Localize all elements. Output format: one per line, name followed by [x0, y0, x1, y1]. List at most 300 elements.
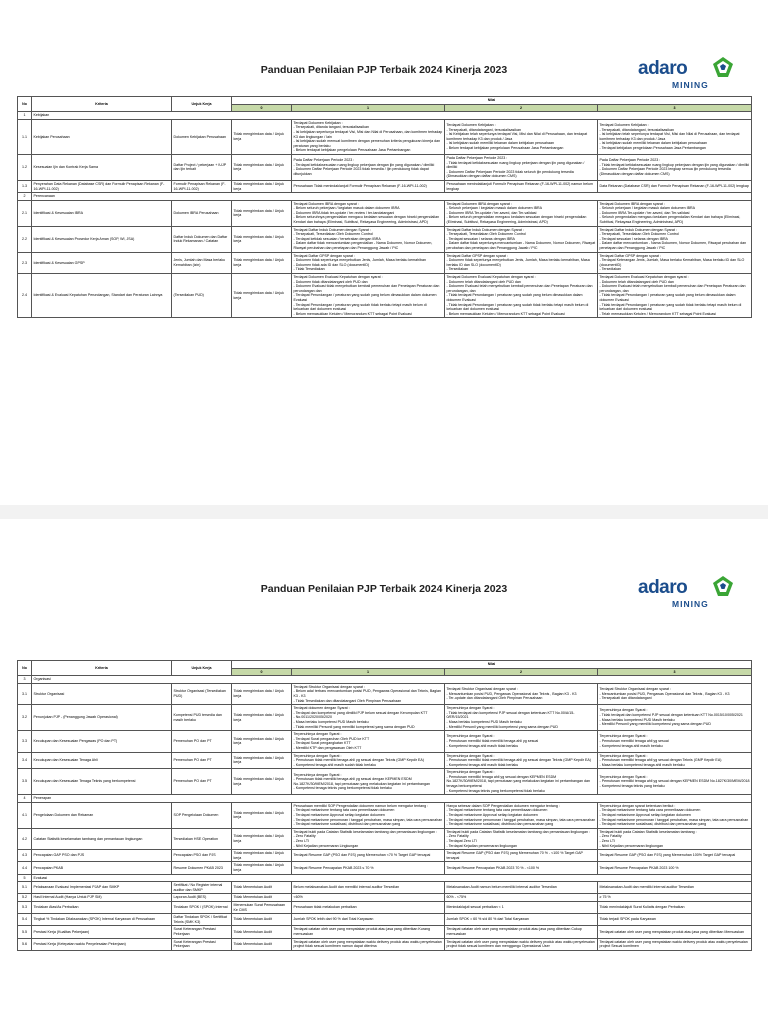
score-2-cell-text: Menindaklajuti sesuai perbaikan < 1 — [446, 905, 504, 910]
criteria-cell — [32, 252, 172, 273]
logo-mark-icon — [712, 56, 734, 78]
criteria-cell-text: Kebijakan Perusahaan — [33, 134, 70, 139]
score-3-cell-text: Terpenuhinya dengan Syarat : - Pemutusan memiliki tenaga ahli yg sesuai dengan KEPMEN ESDM No.1827K/30/MEM/2018 - Kompetensi tenaga teknis yang berlaku — [599, 774, 750, 789]
score-1-cell — [292, 252, 445, 273]
performance-cell-text: Daftar Induk Dokumen dan Daftar Induk Rekamanan / Catatan — [173, 234, 228, 244]
score-0-cell-text: Tidak mengirimkan data / Unjuk kerja — [233, 162, 284, 172]
table-row — [18, 914, 752, 926]
score-2-cell-text: 60% - <75% — [446, 895, 467, 900]
section-label: Kebijakan — [32, 112, 752, 120]
table-row — [18, 850, 752, 862]
score-0-cell-text: Tidak Menentukan Audit — [233, 895, 272, 900]
score-0-cell — [232, 828, 292, 849]
table-row — [18, 200, 752, 226]
criteria-cell — [32, 769, 172, 795]
performance-cell-text: Laporan Audit (BES) — [173, 895, 207, 900]
row-number-text: 4.1 — [22, 813, 27, 818]
header-score-2: 2 — [445, 668, 598, 676]
score-3-cell — [598, 154, 752, 180]
criteria-cell — [32, 731, 172, 752]
score-0-cell-text: Tidak mengirimkan data / Unjuk kerja — [233, 777, 284, 786]
table-row — [18, 180, 752, 192]
header-score-2: 2 — [445, 104, 598, 112]
assessment-table-page-2 — [17, 660, 752, 951]
performance-cell-text: Struktur Organisasi (Tersediakan PUD) — [173, 689, 226, 698]
score-3-cell — [598, 901, 752, 913]
score-0-cell-text: Tidak mengirimkan data / Unjuk kerja — [233, 736, 284, 746]
score-2-cell-text: Terdapat Resume Pencapaian PKAB 2023 70 % - <100 % — [446, 865, 540, 870]
score-0-cell-text: Tidak mengirimkan data / Unjuk kerja — [233, 208, 284, 218]
row-number — [18, 274, 32, 318]
score-3-cell-text: Terdapat Dokumen IBRA dengan syarat : - Seluruh pekerjaan / kegiatan masuk dalam dokumen IBRA - Dokumen IBRA Ter-update / ter-saved, dan Ter-validasi - Seluruh pengendalian mengacu kedalam pengendalian Kendari dan bahaya (Eliminasi, Subtitusi, Rekayasa Engineering, Administrasi, APD) — [599, 201, 741, 225]
score-3-cell-text: Terpenuhinya dengan Syarat : - Tidak terdapat dan kompetensi PJP sesuai dengan ketentuan KTT No.0015/10/005/2021 - Masa berlaku kompetensi PUD Masih berlaku - Memiliki Personil yang memiliki kompetensi yang sama dengan PUD — [599, 708, 743, 727]
table-row — [18, 252, 752, 273]
score-1-cell-text: Terpenuhinya dengan Syarat : - Pemutusan tidak memiliki tenaga ahli yg sesuai dengan KEPMEN ESDM No.1827K/30/MEM/2018, tapi pemutusan yang melakukan kegiatan ini pertambangan - Kompetensi tenaga teknis yang berkompetensi tidak berlaku — [293, 772, 430, 791]
performance-cell-text: Surat Keterangan Prestasi Pekerjaan — [173, 939, 216, 949]
score-0-cell-text: Tidak mengirimkan data / Unjuk kerja — [233, 863, 284, 872]
criteria-cell-text: Kecukupan dan Kesesuaian Pengawas (PO dan PT) — [33, 739, 118, 744]
performance-cell-text: Tersediakan HSE Operation — [173, 836, 219, 841]
score-1-cell-text: Terdapat catatan oleh user yang menyatakan produk atau jasa yang diberikan Kurang memuaskan — [293, 927, 430, 936]
header-score-0: 0 — [232, 104, 292, 112]
score-2-cell — [445, 226, 598, 252]
section-row — [18, 874, 752, 882]
criteria-cell — [32, 705, 172, 731]
row-number-text: 4.3 — [22, 853, 27, 858]
score-1-cell-text: Terdapat Dokumen IBRA dengan syarat : - Belum seluruh pekerjaan / kegiatan masuk dalam dokumen IBRA - Dokumen IBRA tidak ter-update / ter-review / ter-tandatangani - Belum seluruhnya pengendalian mengacu kedalam sesuaian dengan hirarki pengendalian Kendari dan bahaya (Eliminasi, Subtitusi, Rekayasa Engineering, Administrasi, APD) — [293, 201, 440, 225]
criteria-cell — [32, 226, 172, 252]
performance-cell — [172, 850, 232, 862]
score-3-cell — [598, 731, 752, 752]
score-2-cell-text: Pada Daftar Pekerjaan Periode 2023 : - Tidak terdapat ketidaksesuaian ruang lingkup pekerjaan dengan ijin yang digunakan / dimiliki - Dokumen Daftar Pekerjaan Periode 2023 tidak seluruh ijin pendukung tersedia (Dimasukkan dengan daftar dokumen CMS) — [446, 155, 585, 179]
page-title: Panduan Penilaian PJP Terbaik 2024 Kinerja 2023 — [260, 583, 508, 595]
score-2-cell — [445, 862, 598, 874]
score-3-cell — [598, 914, 752, 926]
row-number-text: 1.3 — [22, 184, 27, 189]
row-number-text: 3.1 — [22, 691, 27, 696]
score-3-cell-text: Terdapat Dokumen Evaluasi Kepatuhan dengan syarat : - Dokumen telah ditandatangani oleh PUD dan - Dokumen Evaluasi telah menyebutkan kembali pemenuhan dan Penetapan Peraturan dan perundangan, dan - Tidak terdapat Perundangan / peraturan yang sudah yang belum dimasukkan dalam dokumen Evaluasi - Tidak terdapat Perundangan / peraturan yang sudah tidak berlaku tetapi masih belum di keluarkan dari dokumen evaluasi - Telah memasukkan Ketulen / Memorandum KTT sebagai Point Evaluasi — [599, 275, 746, 316]
performance-cell — [172, 154, 232, 180]
score-3-cell-text: Melaksanakan Audit dan memiliki internal auditor Tersedian — [599, 885, 694, 890]
row-number-text: 5.3 — [22, 905, 27, 910]
score-1-cell — [292, 850, 445, 862]
section-row — [18, 676, 752, 684]
row-number-text: 3.4 — [22, 758, 27, 763]
table-row — [18, 705, 752, 731]
row-number — [18, 901, 32, 913]
section-number: 1 — [18, 112, 32, 120]
table-row — [18, 894, 752, 902]
score-2-cell — [445, 914, 598, 926]
row-number-text: 3.5 — [22, 779, 27, 784]
score-2-cell-text: Terdapat Dokumen Evaluasi Kepatuhan dengan syarat : - Dokumen telah ditandatangani oleh PUD dan - Dokumen Evaluasi telah menyebutkan kembali pemenuhan dan Penetapan Peraturan dan perundangan, dan - Tidak terdapat Perundangan / peraturan yang sudah yang belum dimasukkan dalam dokumen Evaluasi - Tidak terdapat Perundangan / peraturan yang sudah tidak berlaku tetapi masih belum di keluarkan dari dokumen evaluasi - Belum memasukkan Ketulen / Memorandum KTT sebagai Point Evaluasi — [446, 275, 593, 316]
score-2-cell — [445, 154, 598, 180]
row-number — [18, 882, 32, 894]
score-3-cell — [598, 226, 752, 252]
criteria-cell-text: Catatan Statistik keselamatan tambang dan pemantauan lingkungan — [33, 836, 143, 841]
score-3-cell-text: Terpenuhinya dengan Syarat : - Pemutusan memiliki tenaga ahli yg sesuai - Kompetensi tenaga ahli masih berlaku — [599, 734, 669, 748]
row-number-text: 2.3 — [22, 260, 27, 265]
table-row — [18, 882, 752, 894]
criteria-cell — [32, 802, 172, 828]
performance-cell — [172, 252, 232, 273]
score-2-cell — [445, 926, 598, 938]
score-0-cell — [232, 200, 292, 226]
table-row — [18, 683, 752, 704]
criteria-cell — [32, 882, 172, 894]
score-2-cell-text: Terpenuhinya dengan Syarat : - Pemutusan memiliki tenaga ahli yg sesuai dengan KEPMEN ESDM No.1827K/30/MEM/2018, tapi pemutusan yang melakukan kegiatan ini pertambangan dan tenaga berkompetensi - Kompetensi tenaga teknis yang berkompetensi tidak berlaku — [446, 770, 590, 793]
criteria-cell-text: Identifikasi & Kesesuaian Prosedur Kerja Aman (SOP, WI, JSA) — [33, 236, 135, 241]
score-0-cell — [232, 938, 292, 950]
score-2-cell — [445, 850, 598, 862]
row-number-text: 4.4 — [22, 865, 27, 870]
score-2-cell-text: Hanya sebesar dalam SOP Pengendalian dokumen mengatur tentang : - Terdapat mekanisme tentang tata cara pemeriksaan dokumen - Terdapat mekanisme Approval setiap kegiatan dokumen - Terdapat mekanisme penomoran / tanggal perubahan, masa simpan, tata cara pemusnahan - Terdapat mekanisme sosialisasi, distribusi dan pemusnahan yang — [446, 803, 596, 827]
row-number — [18, 154, 32, 180]
score-1-cell — [292, 894, 445, 902]
performance-cell-text: Pemenuhan PO dan PT — [173, 758, 212, 763]
row-number-text: 5.5 — [22, 929, 27, 934]
row-number-text: 5.6 — [22, 941, 27, 946]
score-2-cell-text: Perusahaan menindaklanjuti Formulir Penapisan Rekanan (F-16-WPI-11-002) namun belum lengkap — [446, 181, 594, 191]
table-row — [18, 828, 752, 849]
row-number-text: 1.1 — [22, 134, 27, 139]
score-2-cell — [445, 731, 598, 752]
header-nilai: Nilai — [232, 97, 752, 105]
score-0-cell — [232, 274, 292, 318]
criteria-cell-text: Kesesuaian Ijin dan Kontrak Kerja Sama — [33, 165, 99, 170]
score-1-cell — [292, 752, 445, 769]
criteria-cell — [32, 683, 172, 704]
score-2-cell — [445, 274, 598, 318]
logo-subtitle: MINING — [672, 80, 709, 90]
header-nilai: Nilai — [232, 661, 752, 669]
score-3-cell — [598, 274, 752, 318]
score-3-cell — [598, 119, 752, 154]
performance-cell-text: Pencapaian PSO dan PJS — [173, 853, 216, 858]
table-body — [18, 112, 752, 318]
performance-cell-text: (Tersediakan PUD) — [173, 293, 204, 298]
score-2-cell — [445, 828, 598, 849]
row-number — [18, 200, 32, 226]
score-0-cell — [232, 226, 292, 252]
score-1-cell-text: Terpenuhinya dengan Syarat : - Terdapat Surat pengaruhan Oleh PUD ke KTT - Terdapat Surat pengangkatan KTT - Memiliki KTP dan pengawasan Oleh KTT — [293, 732, 370, 750]
score-1-cell — [292, 802, 445, 828]
performance-cell — [172, 926, 232, 938]
score-1-cell — [292, 154, 445, 180]
section-row — [18, 795, 752, 803]
table-row — [18, 226, 752, 252]
score-2-cell-text: Jumlah SPOK = 60 % s/d 80 % dari Total Karyawan — [446, 917, 529, 922]
criteria-cell-text: Tingkat % Tindakan Dilaksanakan (SPOK) Internal Karyawan di Perusahaan — [33, 917, 156, 922]
score-1-cell — [292, 274, 445, 318]
section-label: Penerapan — [32, 795, 752, 803]
score-2-cell-text: Terdapat Dokumen Kebijakan : - Tersepakati, ditandatangani, tersosialisasikan - Isi Kebijakan telah seperlunya terdapat Visi, Misi dan Nilai di Perusahaan, dan terdapat komitmen terhadap K3 dan produk / Jasa - Isi kebijakan sudah memiliki tekanan dalam kebijakan perusahaan - Belum terdapat kebijakan pengelolaan Perusahaan Jasa Pertambangan — [446, 123, 588, 151]
score-2-cell — [445, 938, 598, 950]
criteria-cell-text: Penyerahan Data Rekanan (Database CSR) dan Formulir Penapisan Rekanan (F-16-WPI-11-002) — [33, 181, 165, 191]
score-1-cell-text: Terdapat bukti pada Catatan Statistik keselamatan tambang dan pemantauan lingkungan : - Zero Fatality - Zero LTI - Nihil Kejadian pencemaran Lingkungan — [293, 829, 437, 848]
header-no: No — [18, 97, 32, 112]
performance-cell-text: Dokumen Kebijakan Perusahaan — [173, 134, 227, 139]
score-3-cell — [598, 828, 752, 849]
score-0-cell — [232, 862, 292, 874]
score-0-cell-text: Tidak Menentukan Audit — [233, 917, 272, 922]
score-0-cell — [232, 882, 292, 894]
score-0-cell-text: Menemukan Surat Pemusahaan Ke CMS — [233, 902, 286, 912]
score-1-cell-text: <60% — [293, 895, 303, 900]
score-0-cell — [232, 154, 292, 180]
performance-cell — [172, 683, 232, 704]
logo-wordmark: adaro — [638, 58, 688, 79]
score-0-cell-text: Tidak mengirimkan data / Unjuk kerja — [233, 834, 284, 843]
score-1-cell — [292, 862, 445, 874]
section-number: 5 — [18, 874, 32, 882]
performance-cell — [172, 938, 232, 950]
score-3-cell-text: ≥ 75 % — [599, 895, 611, 900]
score-1-cell — [292, 938, 445, 950]
performance-cell — [172, 802, 232, 828]
criteria-cell-text: Prestasi Kerja (Kualitas Pekerjaan) — [33, 929, 90, 934]
score-3-cell — [598, 752, 752, 769]
header-unjuk-kerja: Unjuk Kerja — [172, 97, 232, 112]
score-3-cell — [598, 926, 752, 938]
row-number — [18, 894, 32, 902]
criteria-cell — [32, 119, 172, 154]
score-0-cell — [232, 731, 292, 752]
criteria-cell-text: Kecukupan dan Kesesuaian Tenaga Teknis yang berkompetensi — [33, 779, 136, 784]
table-row — [18, 802, 752, 828]
score-2-cell — [445, 119, 598, 154]
score-3-cell-text: Terdapat Resume Pencapaian PKAB 2023 100 % — [599, 865, 679, 870]
score-2-cell — [445, 705, 598, 731]
score-0-cell-text: Tidak mengirimkan data / Unjuk kerja — [233, 755, 284, 765]
criteria-cell-text: Identifikasi & Evaluasi Kepatuhan Perundangan, Standart dan Peraturan Lainnya — [33, 293, 163, 298]
performance-cell-text: Surat Keterangan Prestasi Pekerjaan — [173, 927, 216, 936]
score-3-cell — [598, 850, 752, 862]
criteria-cell-text: Identifikasi & Kesesuaian GPSP — [33, 260, 85, 265]
score-1-cell-text: Terdapat Daftar Induk Dokumen dengan Syarat : - Tersepakati, Tersediakan Oleh Dokumen Control - Terdapat ketidak sesuaian / tersetrakan dengan IBRA - Dalam daftar tidak mencantumkan pengendalian - Nama Dokumen, Nomor Dokumen, Riwayat perubahan dan penetapan dan Penanggung Jawab / PIC — [293, 227, 433, 251]
criteria-cell — [32, 274, 172, 318]
score-3-cell — [598, 683, 752, 704]
score-0-cell — [232, 180, 292, 192]
performance-cell-text: Dokumen IBRA Perusahaan — [173, 210, 219, 215]
row-number — [18, 226, 32, 252]
score-3-cell-text: Terdapat Dokumen Kebijakan : - Tersepakati, ditandatangani, tersosialisasikan - Isi kebijakan telah seperlunya terdapat Visi, Misi dan Nilai di Perusahaan, dan terdapat komitmen terhadap K3 dan produk / Jasa - Isi kebijakan sudah memiliki tekanan dalam kebijakan perusahaan - Terdapat kebijakan pengelolaan Perusahaan Jasa Pertambangan — [599, 123, 740, 151]
score-2-cell-text: Terpenuhinya dengan Syarat : - Tidak terdapat dan kompetensi PJP sesuai dengan ketentuan KTT No.00/A/15-0/ER/15/2021 - Masa berlaku kompetensi PUD Masih berlaku - Memiliki Personil yang memiliki kompetensi yang sama dengan PUD — [446, 706, 575, 729]
score-2-cell-text: Terdapat Struktur Organisasi dengan syarat : - Mencantumkan posisi PUD, Pengawas Operasional dan Teknis , Bagian K3 - K3 - Ter-update dan ditandatangani Oleh Pimpinan Perusahaan — [446, 687, 577, 701]
row-number — [18, 802, 32, 828]
row-number — [18, 914, 32, 926]
score-2-cell-text: Melaksanakan Audit namun belum memiliki internal auditor Tersedian — [446, 885, 557, 890]
score-2-cell — [445, 252, 598, 273]
performance-cell — [172, 828, 232, 849]
section-label: Perencanaan — [32, 193, 752, 201]
criteria-cell-text: Kecukupan dan Kesesuaian Tenaga Ahli — [33, 758, 98, 763]
score-0-cell-text: Tidak Menentukan Audit — [233, 929, 272, 934]
criteria-cell-text: Hasil Internal Audit (Hanya Untuk PJP SM) — [33, 895, 102, 900]
row-number — [18, 752, 32, 769]
table-row — [18, 938, 752, 950]
score-3-cell — [598, 180, 752, 192]
score-1-cell — [292, 882, 445, 894]
row-number-text: 5.2 — [22, 895, 27, 900]
section-row — [18, 112, 752, 120]
criteria-cell — [32, 901, 172, 913]
score-1-cell-text: Perusahaan tidak melakukan perbaikan — [293, 905, 357, 910]
row-number — [18, 119, 32, 154]
performance-cell-text: Resume Dokumen PKAB 2023 — [173, 865, 223, 870]
performance-cell — [172, 752, 232, 769]
table-body — [18, 676, 752, 951]
criteria-cell-text: Pengelolaan Dokumen dan Rekaman — [33, 813, 94, 818]
performance-cell — [172, 731, 232, 752]
performance-cell-text: Formulir Penapisan Rekanan (F-16-WPI-11-002) — [173, 181, 226, 191]
criteria-cell-text: Tindakan Atas/As Perbaikan — [33, 905, 79, 910]
header-unjuk-kerja: Unjuk Kerja — [172, 661, 232, 676]
score-1-cell-text: Terpenuhinya dengan Syarat : - Pemutusan tidak memiliki tenaga ahli yg sesuai dengan Teknis (GMP Kepdir EA) - Kompetensi tenaga ahli masih sudah tidak berlaku — [293, 753, 425, 767]
score-1-cell — [292, 200, 445, 226]
criteria-cell — [32, 938, 172, 950]
score-0-cell — [232, 769, 292, 795]
score-0-cell — [232, 850, 292, 862]
section-row — [18, 193, 752, 201]
performance-cell — [172, 274, 232, 318]
score-0-cell-text: Tidak mengirimkan data / Unjuk kerja — [233, 234, 284, 244]
table-row — [18, 926, 752, 938]
score-3-cell-text: Data Rekanan (Database CSR) dan Formulir Penapisan Rekanan (F-16-WPI-11-002) lengkap — [599, 184, 749, 189]
score-3-cell-text: Tidak menindaklajuti Surat Kuliatis dengan Perbaikan — [599, 905, 685, 910]
criteria-cell-text: Pencapaian GAP PSO dan PJS — [33, 853, 85, 858]
score-1-cell-text: Terdapat Struktur Organisasi dengan syarat : - Belum ada/ terbaru mencantumkan posisi PUD, Pengawas Operasional dan Teknis, Bagian K3 - K3 - Tidak Tersediakan dan ditandatangani Oleh Pimpinan Perusahaan — [293, 684, 442, 703]
score-3-cell — [598, 862, 752, 874]
score-0-cell — [232, 683, 292, 704]
criteria-cell — [32, 154, 172, 180]
row-number — [18, 862, 32, 874]
score-2-cell — [445, 802, 598, 828]
adaro-mining-logo — [638, 573, 738, 613]
score-3-cell — [598, 894, 752, 902]
header-score-3: 3 — [598, 104, 752, 112]
row-number-text: 3.3 — [22, 739, 27, 744]
section-label: Organisasi — [32, 676, 752, 684]
row-number — [18, 683, 32, 704]
score-1-cell-text: Perusahaan Tidak menindaklanjuti Formulir Penapisan Rekanan (F-16-WPI-11-002) — [293, 184, 427, 189]
score-2-cell-text: Terdapat Resume GAP (PSO dan PJS) yang Memenuhan 70 % - <100 % Target GAP tercapai — [446, 851, 583, 860]
criteria-cell — [32, 828, 172, 849]
performance-cell-text: Pemenuhan PO dan PT — [173, 779, 212, 784]
row-number — [18, 850, 32, 862]
score-2-cell — [445, 752, 598, 769]
criteria-cell-text: Pencapaian PKAB — [33, 865, 64, 870]
row-number — [18, 938, 32, 950]
score-1-cell — [292, 914, 445, 926]
score-2-cell-text: Terpenuhinya dengan Syarat : - Pemutusan memiliki tidak memiliki tenaga ahli yg sesuai - Kompetensi tenaga ahli masih tidak berlaku — [446, 734, 539, 748]
table-row — [18, 154, 752, 180]
adaro-mining-logo — [638, 54, 738, 94]
score-1-cell — [292, 705, 445, 731]
score-1-cell — [292, 119, 445, 154]
section-number: 2 — [18, 193, 32, 201]
score-3-cell-text: Terdapat Daftar GPSP dengan syarat : - Terdapat Keterangan Jenis, Jumlah, Masa berlaku Kemahiban, Masa berlaku ID dan SLO (documentID) - Tersediakan — [599, 253, 745, 272]
header-score-0: 0 — [232, 668, 292, 676]
score-2-cell — [445, 769, 598, 795]
row-number-text: 3.2 — [22, 715, 27, 720]
document-page-2 — [0, 519, 768, 1024]
score-1-cell — [292, 828, 445, 849]
score-3-cell-text: Terdapat Struktur Organisasi dengan syarat : - Mencantumkan posisi PUD, Pengawas Operasional dan Teknis , Bagian K3 - K3 - Tersepakati dan ditandatangani — [599, 687, 730, 701]
table-row — [18, 901, 752, 913]
table-row — [18, 119, 752, 154]
score-0-cell — [232, 894, 292, 902]
row-number-text: 2.4 — [22, 293, 27, 298]
score-3-cell — [598, 705, 752, 731]
table-row — [18, 862, 752, 874]
row-number — [18, 769, 32, 795]
score-0-cell-text: Tidak mengirimkan data / Unjuk kerja — [233, 132, 284, 141]
row-number — [18, 180, 32, 192]
score-0-cell-text: Tidak mengirimkan data / Unjuk kerja — [233, 851, 284, 860]
score-3-cell-text: Terdapat Daftar Induk Dokumen dengan Syarat : - Tersepakati, Tersediakan Oleh Dokumen Control - Terdapat sesuaian / selaras dengan IBRA - Dalam daftar mencantumkan - Nama Dokumen, Nomor Dokumen, Riwayat perubahan dan penetapan dan Penanggung Jawab / PIC — [599, 227, 747, 251]
row-number — [18, 705, 32, 731]
score-3-cell-text: Terdapat bukti pada Catatan Statistik keselamatan tambang : - Zero Fatality - Zero LTI - Nihil Kejadian pencemaran lingkungan — [599, 829, 697, 848]
performance-cell — [172, 901, 232, 913]
performance-cell — [172, 705, 232, 731]
score-2-cell — [445, 180, 598, 192]
score-2-cell — [445, 894, 598, 902]
score-1-cell — [292, 683, 445, 704]
header-kriteria: Kriteria — [32, 661, 172, 676]
performance-cell — [172, 200, 232, 226]
section-label: Evaluasi — [32, 874, 752, 882]
score-2-cell — [445, 882, 598, 894]
score-0-cell-text: Tidak mengirimkan data / Unjuk kerja — [233, 689, 284, 698]
logo-subtitle: MINING — [672, 599, 709, 609]
score-2-cell-text: Terpenuhinya dengan Syarat : - Pemutusan memiliki tidak memiliki tenaga ahli yg sesuai dengan Teknis (GMP Kepdir EA) - Kompetensi tenaga ahli masih tidak berlaku — [446, 753, 591, 767]
score-1-cell — [292, 180, 445, 192]
score-3-cell — [598, 802, 752, 828]
row-number-text: 5.1 — [22, 885, 27, 890]
score-1-cell — [292, 769, 445, 795]
table-row — [18, 769, 752, 795]
performance-cell — [172, 894, 232, 902]
header-score-3: 3 — [598, 668, 752, 676]
criteria-cell — [32, 850, 172, 862]
score-2-cell — [445, 683, 598, 704]
performance-cell-text: SOP Pengelolaan Dokumen — [173, 813, 219, 818]
score-3-cell-text: Terpenuhinya dengan syarat ketentuan berikut : - Terdapat mekanisme tentang tata cara pemeriksaan dokumen - Terdapat mekanisme Approval setiap kegiatan dokumen - Terdapat mekanisme penomoran / tanggal perubahan, masa simpan, tata cara pemusnahan - Terdapat mekanisme sosialisasi, distribusi dan pemusnahan yang — [599, 803, 749, 827]
criteria-cell-text: Pelaksanaan Evaluasi Implementasi PJAP dan SMKP — [33, 885, 120, 890]
score-1-cell-text: Terdapat Dokumen Evaluasi Kepatuhan dengan syarat : - Dokumen tidak ditandatangani oleh PUD dan - Dokumen Evaluasi tidak menyebutkan kembali pemenuhan dan Penetapan Peraturan dan perundangan dan - Terdapat Perundangan / peraturan yang sudah yang belum dimasukkan dalam dokumen Evaluasi - Terdapat Perundangan / peraturan yang sudah tidak berlaku tetapi masih belum di keluarkan dari dokumen evaluasi - Belum memasukkan Ketulen / Memorandum KTT sebagai Point Evaluasi — [293, 275, 440, 316]
score-2-cell-text: Terdapat Daftar GPSP dengan syarat : - Dokumen tidak seperlunya menyebutkan Jenis, Jumlah, Masa berlaku kemahiban, Masa berlaku ID dan SLO (documentID) - Tersediakan — [446, 253, 590, 272]
header-score-1: 1 — [292, 668, 445, 676]
row-number — [18, 926, 32, 938]
criteria-cell — [32, 914, 172, 926]
criteria-cell — [32, 180, 172, 192]
score-3-cell-text: Terpenuhinya dengan Syarat : - Pemutusan memiliki tenaga ahli yg sesuai dengan Teknis (GMP Kepdir EA) - Masa berlaku kompetensi tenaga ahli masih berlaku — [599, 753, 722, 767]
header-no: No — [18, 661, 32, 676]
score-3-cell — [598, 938, 752, 950]
header-score-1: 1 — [292, 104, 445, 112]
logo-wordmark: adaro — [638, 577, 688, 598]
score-3-cell-text: Pada Daftar Pekerjaan Periode 2023 : - Tidak terdapat ketidaksesuaian ruang lingkup pekerjaan dengan ijin yang digunakan / dimiliki - Dokumen Daftar Pekerjaan Periode 2023 lengkap semua ijin pendukung tersedia (Dimasukkan dengan daftar dokumen CMS) — [599, 158, 750, 177]
score-1-cell-text: Terdapat Resume Pencapaian PKAB 2023 ≤ 70 % — [293, 865, 374, 870]
score-3-cell-text: Terdapat catatan oleh user yang menyatakan waktu delivery produk atau waktu penyelesaian project Sesuai komitmen — [599, 939, 748, 949]
performance-cell — [172, 882, 232, 894]
row-number — [18, 828, 32, 849]
performance-cell — [172, 914, 232, 926]
performance-cell — [172, 180, 232, 192]
performance-cell-text: Daftar Project / pekerjaan + IUJP dan Ijin terkait — [173, 162, 227, 172]
performance-cell — [172, 862, 232, 874]
